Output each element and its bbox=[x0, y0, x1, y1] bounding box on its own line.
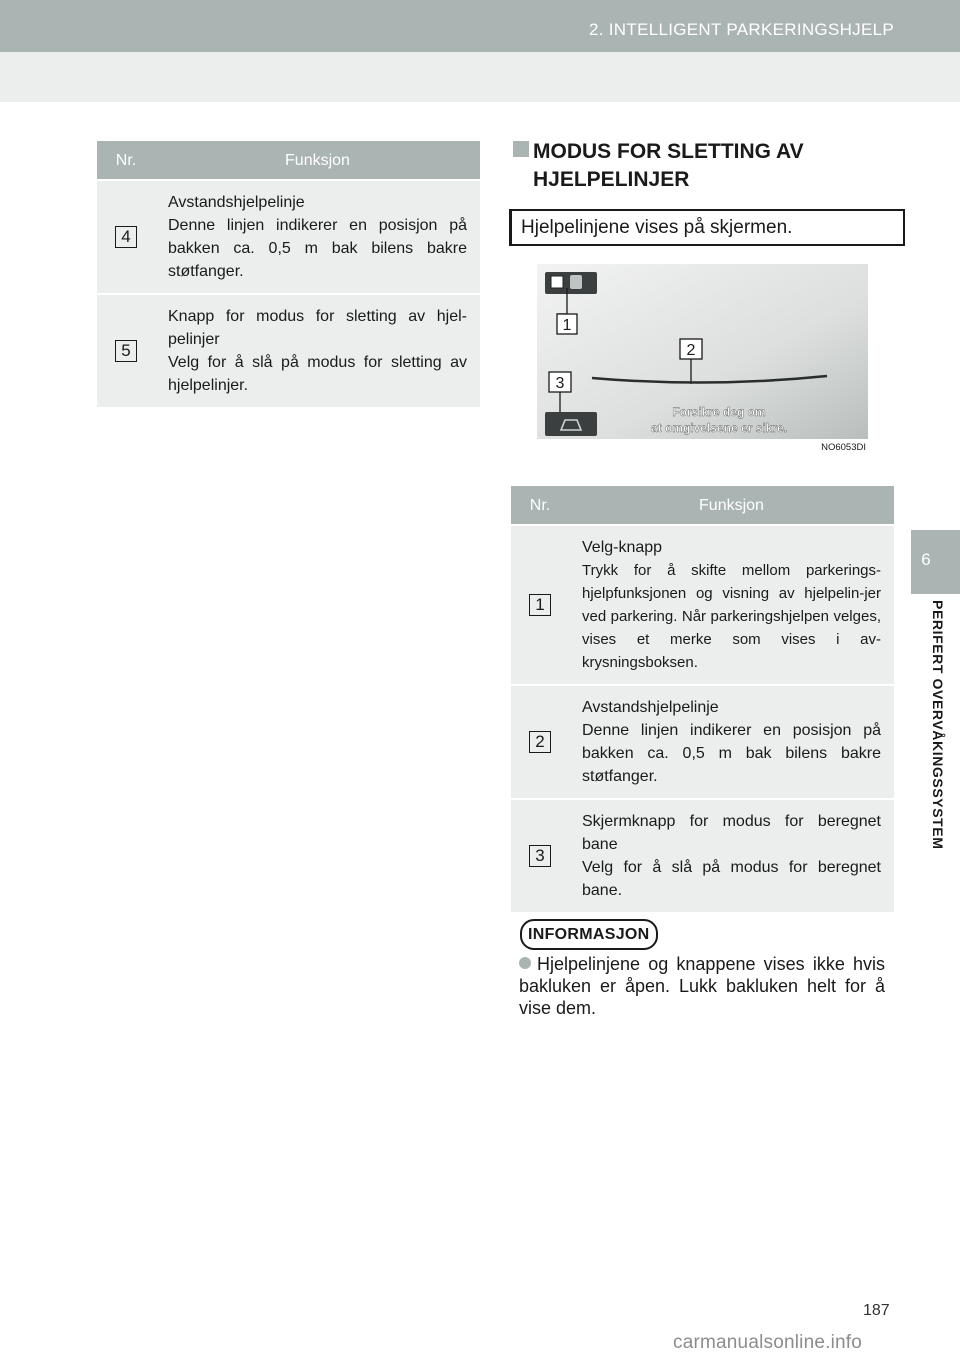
table-row bbox=[511, 685, 894, 799]
table-row bbox=[511, 799, 894, 912]
row-title: Skjermknapp for modus for beregnet bane bbox=[582, 813, 881, 853]
callout-3-label: 3 bbox=[555, 375, 565, 392]
table-row bbox=[97, 180, 480, 294]
heading-square-icon bbox=[513, 141, 529, 157]
bullet-icon bbox=[519, 957, 531, 969]
column-header-nr: Nr. bbox=[511, 486, 569, 525]
row-description: Trykk for å skifte mellom parkerings-hjelpfunksjonen og visning av hjelpelin-jer ved parkering. Når parkeringshjelpen velges, vises et merke som vises i av-krysningsboksen. bbox=[582, 562, 881, 671]
callout-number: 2 bbox=[529, 731, 551, 753]
callout-number: 1 bbox=[529, 594, 551, 616]
information-note bbox=[519, 953, 885, 1019]
chapter-tab-number: 6 bbox=[921, 550, 931, 569]
row-description: Velg for å slå på modus for sletting av hjelpelinjer. bbox=[168, 354, 467, 394]
callout-1-label: 1 bbox=[562, 317, 572, 334]
mode-button-icon bbox=[545, 412, 597, 436]
header-subbar bbox=[0, 52, 960, 102]
heading-line-1: MODUS FOR SLETTING AV bbox=[533, 140, 804, 163]
row-description: Velg for å slå på modus for beregnet bane. bbox=[582, 859, 881, 899]
function-table-left bbox=[97, 141, 480, 407]
row-description: Denne linjen indikerer en posisjon på bakken ca. 0,5 m bak bilens bakre støtfanger. bbox=[168, 217, 467, 280]
row-title: Velg-knapp bbox=[582, 539, 663, 556]
column-header-nr: Nr. bbox=[97, 141, 155, 180]
camera-screen-figure bbox=[537, 264, 868, 452]
table-row bbox=[511, 525, 894, 685]
row-title: Knapp for modus for sletting av hjel-pelinjer bbox=[168, 308, 467, 348]
information-badge: INFORMASJON bbox=[520, 919, 658, 950]
watermark: carmanualsonline.info bbox=[673, 1332, 863, 1353]
callout-number: 3 bbox=[529, 845, 551, 867]
function-table-right bbox=[511, 486, 894, 912]
figure-code: NO6053DI bbox=[821, 442, 866, 452]
step-instruction: Hjelpelinjene vises på skjermen. bbox=[509, 209, 905, 246]
section-heading bbox=[513, 138, 903, 194]
chapter-title: 2. INTELLIGENT PARKERINGSHJELP bbox=[588, 20, 894, 39]
callout-number: 5 bbox=[115, 340, 137, 362]
table-row bbox=[97, 294, 480, 407]
header-bar bbox=[0, 0, 960, 52]
information-text: Hjelpelinjene og knappene vises ikke hvis bakluken er åpen. Lukk bakluken helt for å vise dem. bbox=[519, 954, 885, 1018]
column-header-funksjon: Funksjon bbox=[155, 141, 480, 180]
column-header-funksjon: Funksjon bbox=[569, 486, 894, 525]
screen-message-line-2: at omgivelsene er sikre. bbox=[650, 421, 788, 435]
callout-number: 4 bbox=[115, 226, 137, 248]
row-title: Avstandshjelpelinje bbox=[168, 194, 305, 211]
row-description: Denne linjen indikerer en posisjon på bakken ca. 0,5 m bak bilens bakre støtfanger. bbox=[582, 722, 881, 785]
callout-2-label: 2 bbox=[686, 342, 696, 359]
row-title: Avstandshjelpelinje bbox=[582, 699, 719, 716]
heading-line-2: HJELPELINJER bbox=[533, 168, 690, 191]
screen-message-line-1: Forsikre deg om bbox=[672, 405, 766, 419]
chapter-tab bbox=[911, 530, 960, 594]
chapter-side-label: PERIFERT OVERVÅKINGSSYSTEM bbox=[930, 600, 946, 850]
page-number: 187 bbox=[863, 1302, 890, 1319]
